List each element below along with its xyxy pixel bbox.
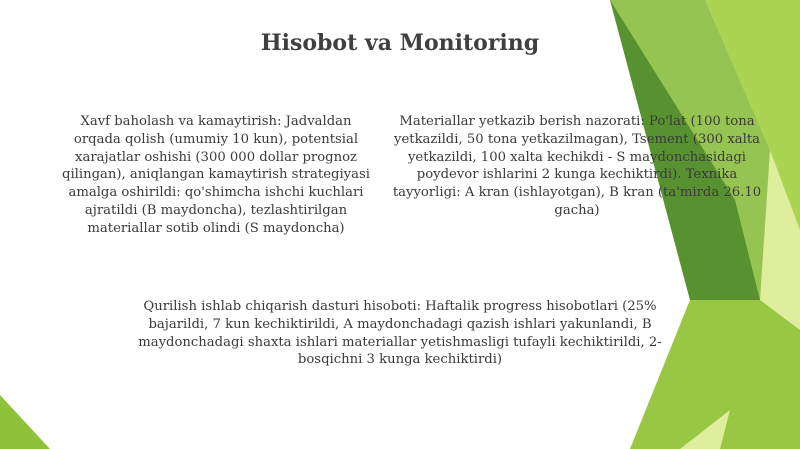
risk-assessment-text: Xavf baholash va kamaytirish: Jadvaldan orqada qolish (umumiy 10 kun), potentsial xarajatlar oshishi (300 000 dollar prognoz qilingan), aniqlangan kamaytirish strategiyasi amalga oshirildi: qo'shimcha ishchi kuchlari ajratildi (B maydoncha), tezlashtirilgan materiallar sotib olindi (S maydoncha) xyxy=(62,114,370,236)
production-report-text: Qurilish ishlab chiqarish dasturi hisoboti: Haftalik progress hisobotlari (25% bajarildi, 7 kun kechiktirildi, A maydonchadagi qazish ishlari yakunlandi, B maydonchadagi shaxta ishlari materiallar yetishmasligi tufayli kechiktirildi, 2-bosqichni 3 kunga kechiktirdi) xyxy=(138,299,662,368)
slide-title: Hisobot va Monitoring xyxy=(260,30,540,56)
materials-delivery-text: Materiallar yetkazib berish nazorati: Po'lat (100 tona yetkazildi, 50 tona yetkazilmagan), Tsement (300 xalta yetkazildi, 100 xalta kechikdi - S maydonchasidagi poydevor ishlarini 2 kunga kechiktirdi). Texnika tayyorligi: A kran (ishlayotgan), B kran (ta'mirda 26.10 gacha) xyxy=(392,114,762,218)
facet-bottom-left xyxy=(0,395,50,449)
